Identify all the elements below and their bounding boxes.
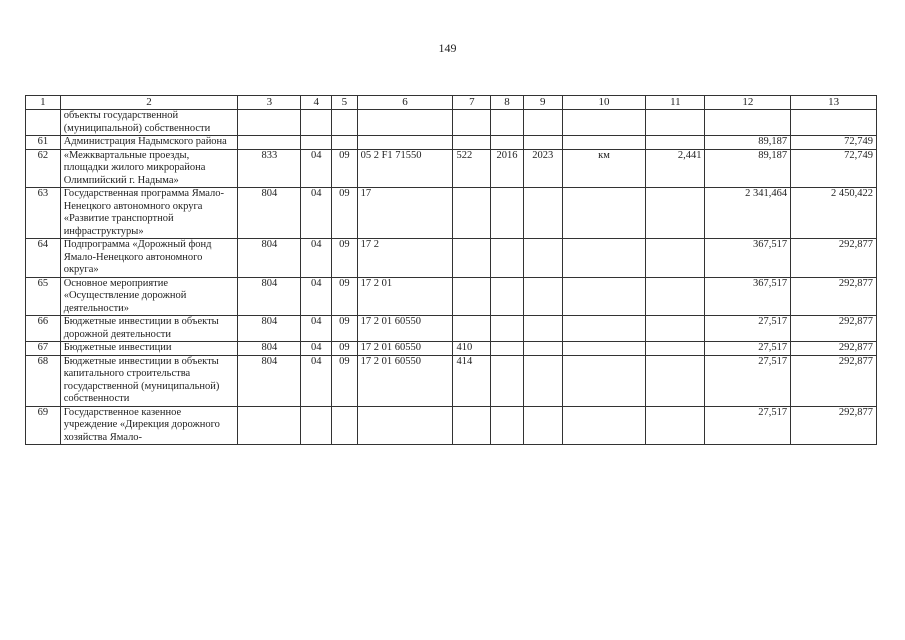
cell-capacity — [646, 355, 705, 406]
table-row — [26, 110, 877, 136]
table-row — [26, 136, 877, 150]
cell-expense-type — [453, 110, 491, 136]
cell-amount-12: 367,517 — [705, 277, 791, 316]
cell-gr4: 04 — [301, 188, 332, 239]
cell-amount-12: 27,517 — [705, 316, 791, 342]
cell-expense-type — [453, 239, 491, 278]
table-row — [26, 355, 877, 406]
table-row — [26, 277, 877, 316]
table-header-row — [26, 96, 877, 110]
cell-amount-12: 27,517 — [705, 406, 791, 445]
cell-capacity — [646, 406, 705, 445]
cell-amount-13: 72,749 — [791, 136, 877, 150]
cell-gr4: 04 — [301, 239, 332, 278]
cell-target-code — [357, 136, 453, 150]
cell-capacity: 2,441 — [646, 149, 705, 188]
column-header: 12 — [705, 96, 791, 110]
row-name: Государственное казенное учреждение «Дирекция дорожного хозяйства Ямало- — [60, 406, 238, 445]
column-header: 4 — [301, 96, 332, 110]
cell-capacity — [646, 110, 705, 136]
cell-gr4: 04 — [301, 355, 332, 406]
table-row — [26, 406, 877, 445]
cell-gr5 — [332, 110, 358, 136]
row-number — [26, 110, 61, 136]
cell-gr4 — [301, 406, 332, 445]
cell-amount-13 — [791, 110, 877, 136]
cell-amount-13: 292,877 — [791, 277, 877, 316]
table-row — [26, 342, 877, 356]
cell-expense-type — [453, 277, 491, 316]
cell-gr4: 04 — [301, 149, 332, 188]
cell-unit — [562, 188, 646, 239]
cell-end-year — [523, 239, 562, 278]
cell-gr3: 804 — [238, 316, 301, 342]
cell-gr5: 09 — [332, 342, 358, 356]
row-name: Бюджетные инвестиции в объекты дорожной деятельности — [60, 316, 238, 342]
cell-end-year — [523, 277, 562, 316]
cell-gr4: 04 — [301, 342, 332, 356]
cell-target-code: 17 2 01 — [357, 277, 453, 316]
cell-gr5 — [332, 406, 358, 445]
cell-gr4 — [301, 136, 332, 150]
cell-expense-type — [453, 188, 491, 239]
cell-unit — [562, 355, 646, 406]
table-row — [26, 149, 877, 188]
cell-gr4 — [301, 110, 332, 136]
row-name: «Межквартальные проезды, площадки жилого микрорайона Олимпийский г. Надыма» — [60, 149, 238, 188]
cell-amount-13: 292,877 — [791, 342, 877, 356]
column-header: 9 — [523, 96, 562, 110]
cell-gr5: 09 — [332, 188, 358, 239]
row-name: Основное мероприятие «Осуществление дорожной деятельности» — [60, 277, 238, 316]
cell-amount-12 — [705, 110, 791, 136]
cell-start-year — [491, 342, 524, 356]
cell-end-year — [523, 110, 562, 136]
cell-end-year: 2023 — [523, 149, 562, 188]
column-header: 11 — [646, 96, 705, 110]
row-number: 62 — [26, 149, 61, 188]
cell-start-year — [491, 136, 524, 150]
budget-table — [25, 95, 877, 445]
cell-gr3 — [238, 136, 301, 150]
cell-gr3 — [238, 110, 301, 136]
cell-unit — [562, 239, 646, 278]
cell-expense-type — [453, 316, 491, 342]
cell-gr4: 04 — [301, 316, 332, 342]
cell-unit — [562, 316, 646, 342]
cell-target-code: 17 — [357, 188, 453, 239]
column-header: 1 — [26, 96, 61, 110]
cell-end-year — [523, 406, 562, 445]
column-header: 5 — [332, 96, 358, 110]
cell-capacity — [646, 239, 705, 278]
cell-end-year — [523, 342, 562, 356]
cell-unit — [562, 406, 646, 445]
cell-amount-12: 367,517 — [705, 239, 791, 278]
page-number: 149 — [438, 41, 457, 55]
cell-amount-13: 292,877 — [791, 406, 877, 445]
cell-start-year — [491, 188, 524, 239]
row-number: 63 — [26, 188, 61, 239]
row-number: 65 — [26, 277, 61, 316]
row-name: объекты государственной (муниципальной) собственности — [60, 110, 238, 136]
cell-gr4: 04 — [301, 277, 332, 316]
cell-gr5: 09 — [332, 239, 358, 278]
cell-end-year — [523, 355, 562, 406]
cell-target-code — [357, 406, 453, 445]
cell-target-code: 17 2 01 60550 — [357, 316, 453, 342]
cell-end-year — [523, 316, 562, 342]
column-header: 8 — [491, 96, 524, 110]
cell-target-code: 17 2 01 60550 — [357, 342, 453, 356]
cell-start-year — [491, 277, 524, 316]
cell-end-year — [523, 136, 562, 150]
cell-start-year — [491, 355, 524, 406]
row-number: 68 — [26, 355, 61, 406]
cell-gr5: 09 — [332, 277, 358, 316]
cell-gr3: 804 — [238, 355, 301, 406]
cell-amount-12: 89,187 — [705, 149, 791, 188]
cell-capacity — [646, 136, 705, 150]
cell-gr3: 804 — [238, 277, 301, 316]
cell-gr3: 833 — [238, 149, 301, 188]
cell-capacity — [646, 277, 705, 316]
cell-amount-12: 89,187 — [705, 136, 791, 150]
cell-gr3: 804 — [238, 342, 301, 356]
row-name: Бюджетные инвестиции — [60, 342, 238, 356]
cell-target-code: 05 2 F1 71550 — [357, 149, 453, 188]
cell-expense-type: 410 — [453, 342, 491, 356]
column-header: 2 — [60, 96, 238, 110]
row-name: Бюджетные инвестиции в объекты капитального строительства государственной (муниципальной) собственности — [60, 355, 238, 406]
cell-expense-type: 522 — [453, 149, 491, 188]
cell-capacity — [646, 316, 705, 342]
cell-amount-12: 2 341,464 — [705, 188, 791, 239]
column-header: 10 — [562, 96, 646, 110]
cell-expense-type — [453, 136, 491, 150]
cell-gr3: 804 — [238, 188, 301, 239]
cell-unit: км — [562, 149, 646, 188]
cell-start-year — [491, 316, 524, 342]
cell-capacity — [646, 188, 705, 239]
cell-unit — [562, 277, 646, 316]
cell-amount-13: 292,877 — [791, 316, 877, 342]
column-header: 3 — [238, 96, 301, 110]
cell-unit — [562, 342, 646, 356]
cell-start-year — [491, 239, 524, 278]
row-name: Администрация Надымского района — [60, 136, 238, 150]
cell-gr5: 09 — [332, 149, 358, 188]
column-header: 6 — [357, 96, 453, 110]
cell-gr5 — [332, 136, 358, 150]
column-header: 7 — [453, 96, 491, 110]
table-row — [26, 188, 877, 239]
cell-start-year — [491, 110, 524, 136]
cell-expense-type — [453, 406, 491, 445]
row-number: 69 — [26, 406, 61, 445]
table-row — [26, 316, 877, 342]
cell-target-code: 17 2 01 60550 — [357, 355, 453, 406]
cell-amount-13: 2 450,422 — [791, 188, 877, 239]
cell-amount-13: 292,877 — [791, 239, 877, 278]
table-row — [26, 239, 877, 278]
cell-amount-13: 72,749 — [791, 149, 877, 188]
cell-gr5: 09 — [332, 355, 358, 406]
row-number: 61 — [26, 136, 61, 150]
cell-unit — [562, 110, 646, 136]
row-name: Государственная программа Ямало-Ненецкого автономного округа «Развитие транспортной инфраструктуры» — [60, 188, 238, 239]
row-number: 67 — [26, 342, 61, 356]
cell-start-year — [491, 406, 524, 445]
cell-start-year: 2016 — [491, 149, 524, 188]
cell-gr3: 804 — [238, 239, 301, 278]
cell-end-year — [523, 188, 562, 239]
cell-unit — [562, 136, 646, 150]
cell-gr3 — [238, 406, 301, 445]
cell-capacity — [646, 342, 705, 356]
cell-expense-type: 414 — [453, 355, 491, 406]
cell-amount-13: 292,877 — [791, 355, 877, 406]
row-name: Подпрограмма «Дорожный фонд Ямало-Ненецкого автономного округа» — [60, 239, 238, 278]
row-number: 66 — [26, 316, 61, 342]
cell-target-code — [357, 110, 453, 136]
cell-amount-12: 27,517 — [705, 355, 791, 406]
cell-gr5: 09 — [332, 316, 358, 342]
cell-amount-12: 27,517 — [705, 342, 791, 356]
row-number: 64 — [26, 239, 61, 278]
cell-target-code: 17 2 — [357, 239, 453, 278]
column-header: 13 — [791, 96, 877, 110]
